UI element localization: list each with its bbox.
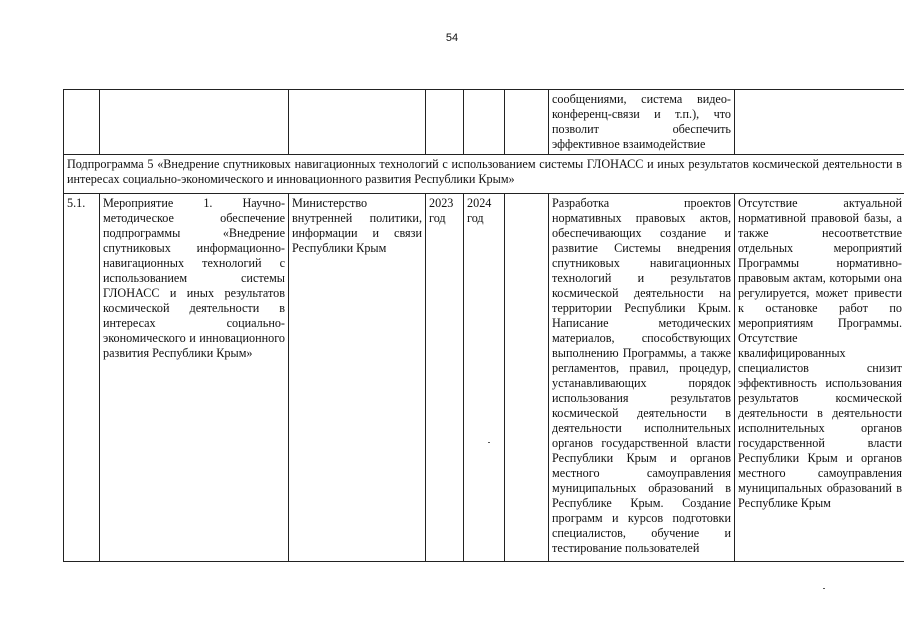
cell-empty — [64, 90, 100, 155]
cell-empty — [100, 90, 289, 155]
cell-empty — [735, 90, 904, 155]
cell-empty — [464, 90, 505, 155]
measure-number: 5.1. — [64, 194, 100, 562]
cell-empty — [505, 194, 549, 562]
page-number: 54 — [445, 32, 459, 44]
measure-row — [64, 194, 904, 562]
consequences: Отсутствие актуальной нормативной правовой базы, а также несоответствие отдельных мероприятий Программы нормативно-правовым актам, которыми она регулируется, может привести к остановке работ по мероприятиям Программы. Отсутствие квалифицированных специалистов снизит эффективность использования результатов космической деятельности в деятельности исполнительных органов государственной власти Республики Крым и органов местного самоуправления муниципальных образований в Республике Крым — [735, 194, 904, 562]
start-year: 2023 год — [426, 194, 464, 562]
continuation-text: сообщениями, система видео-конференц-связи и т.п.), что позволит обеспечить эффективное взаимодействие — [549, 90, 735, 155]
continuation-row — [64, 90, 904, 155]
cell-empty — [289, 90, 426, 155]
expected-result: Разработка проектов нормативных правовых актов, обеспечивающих создание и развитие Системы внедрения спутниковых навигационных технологий и результатов космической деятельности на территории Республики Крым. Написание методических материалов, способствующих выполнению Программы, а также регламентов, правил, процедур, устанавливающих порядок использования результатов космической деятельности в деятельности исполнительных органов государственной власти Республики Крым и органов местного самоуправления муниципальных образований в Республике Крым. Создание программ и курсов подготовки специалистов, обучение и тестирование пользователей — [549, 194, 735, 562]
scan-speck — [488, 442, 490, 443]
scan-speck — [823, 588, 825, 589]
cell-empty — [505, 90, 549, 155]
end-year: 2024 год — [464, 194, 505, 562]
measure-description: Мероприятие 1. Научно-методическое обеспечение подпрограммы «Внедрение спутниковых информационно-навигационных технологий с использованием системы ГЛОНАСС и иных результатов космической деятельности в интересах социально-экономического и инновационного развития Республики Крым» — [100, 194, 289, 562]
cell-empty — [426, 90, 464, 155]
measures-table — [63, 89, 904, 562]
subprogram-row — [64, 155, 904, 194]
executor: Министерство внутренней политики, информации и связи Республики Крым — [289, 194, 426, 562]
subprogram-header: Подпрограмма 5 «Внедрение спутниковых навигационных технологий с использованием системы ГЛОНАСС и иных результатов космической деятельности в интересах социально-экономического и инновационного развития Республики Крым» — [64, 155, 904, 194]
